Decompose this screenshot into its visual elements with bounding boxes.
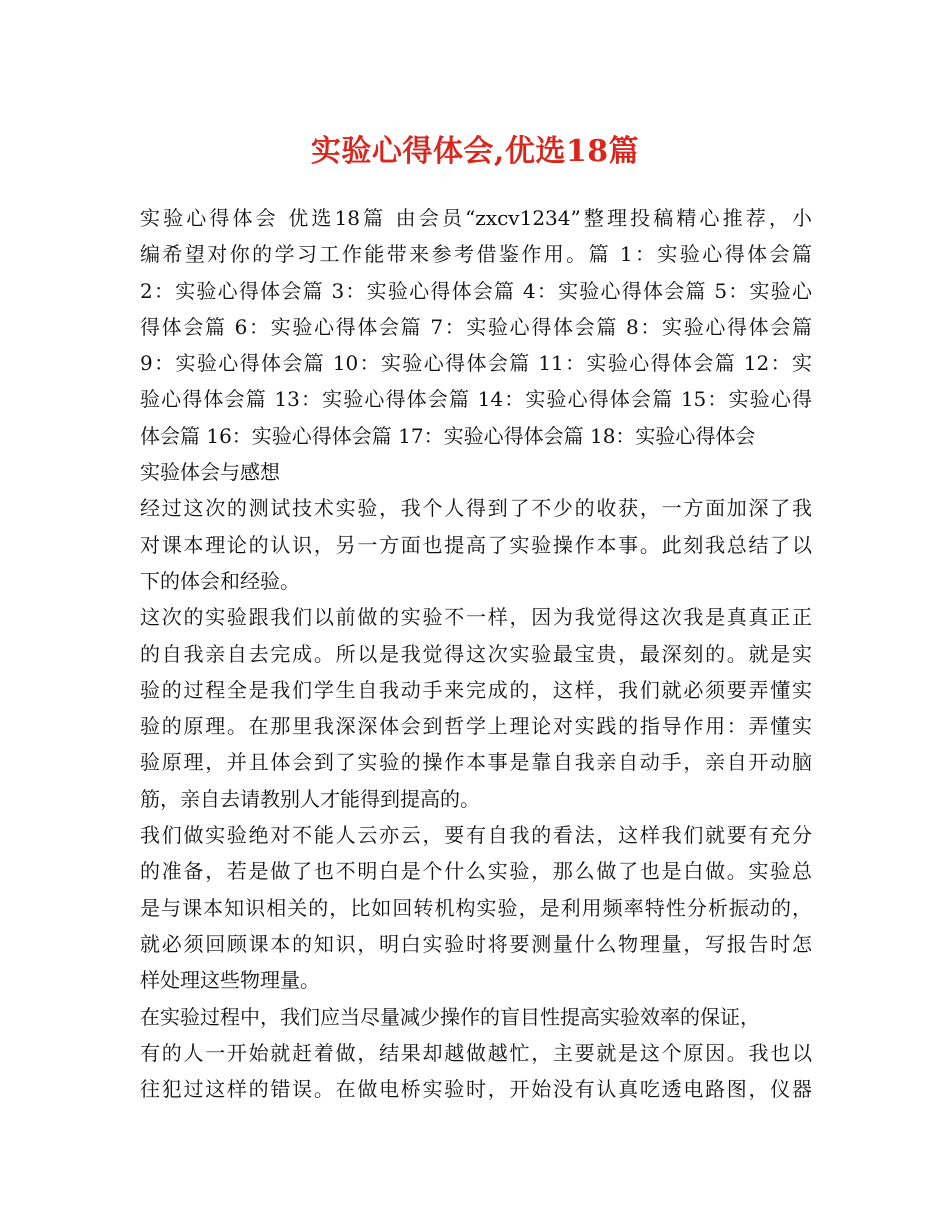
text-line: 这次的实验跟我们以前做的实验不一样，因为我觉得这次我是真真正正 [140, 605, 812, 630]
text-line: 2：实验心得体会篇 3：实验心得体会篇 4：实验心得体会篇 5：实验心 [140, 278, 812, 303]
text-line: 样处理这些物理量。 [140, 968, 320, 993]
text-line: 对课本理论的认识，另一方面也提高了实验操作本事。此刻我总结了以 [140, 532, 812, 557]
text-line: 筋，亲自去请教别人才能得到提高的。 [140, 786, 480, 811]
text-line: 验原理，并且体会到了实验的操作本事是靠自我亲自动手，亲自开动脑 [140, 750, 812, 775]
section-heading: 实验体会与感想 [140, 460, 280, 485]
text-line: 得体会篇 6：实验心得体会篇 7：实验心得体会篇 8：实验心得体会篇 [140, 314, 812, 339]
text-line: 验心得体会篇 13：实验心得体会篇 14：实验心得体会篇 15：实验心得 [140, 387, 812, 412]
text-line: 9：实验心得体会篇 10：实验心得体会篇 11：实验心得体会篇 12：实 [140, 351, 812, 376]
text-line: 就必须回顾课本的知识，明白实验时将要测量什么物理量，写报告时怎 [140, 931, 812, 956]
text-line: 编希望对你的学习工作能带来参考借鉴作用。篇 1：实验心得体会篇 [140, 242, 812, 267]
text-line: 下的体会和经验。 [140, 568, 300, 593]
text-line: 的自我亲自去完成。所以是我觉得这次实验最宝贵，最深刻的。就是实 [140, 641, 812, 666]
text-line: 的准备，若是做了也不明白是个什么实验，那么做了也是白做。实验总 [140, 859, 812, 884]
text-line: 经过这次的测试技术实验，我个人得到了不少的收获，一方面加深了我 [140, 496, 812, 521]
text-line: 我们做实验绝对不能人云亦云，要有自我的看法，这样我们就要有充分 [140, 823, 812, 848]
document-body [140, 200, 812, 1107]
text-line: 有的人一开始就赶着做，结果却越做越忙，主要就是这个原因。我也以 [140, 1040, 812, 1065]
text-line: 在实验过程中，我们应当尽量减少操作的盲目性提高实验效率的保证， [140, 1004, 760, 1029]
text-line: 是与课本知识相关的，比如回转机构实验，是利用频率特性分析振动的， [140, 895, 812, 920]
text-line: 实验心得体会 优选18篇 由会员“zxcv1234”整理投稿精心推荐，小 [140, 206, 812, 230]
text-line: 体会篇 16：实验心得体会篇 17：实验心得体会篇 18：实验心得体会 [140, 423, 756, 448]
text-line: 验的原理。在那里我深深体会到哲学上理论对实践的指导作用：弄懂实 [140, 714, 812, 739]
document-title: 实验心得体会,优选18篇 [310, 134, 640, 169]
text-line: 往犯过这样的错误。在做电桥实验时，开始没有认真吃透电路图，仪器 [140, 1077, 812, 1102]
text-line: 验的过程全是我们学生自我动手来完成的，这样，我们就必须要弄懂实 [140, 677, 812, 702]
